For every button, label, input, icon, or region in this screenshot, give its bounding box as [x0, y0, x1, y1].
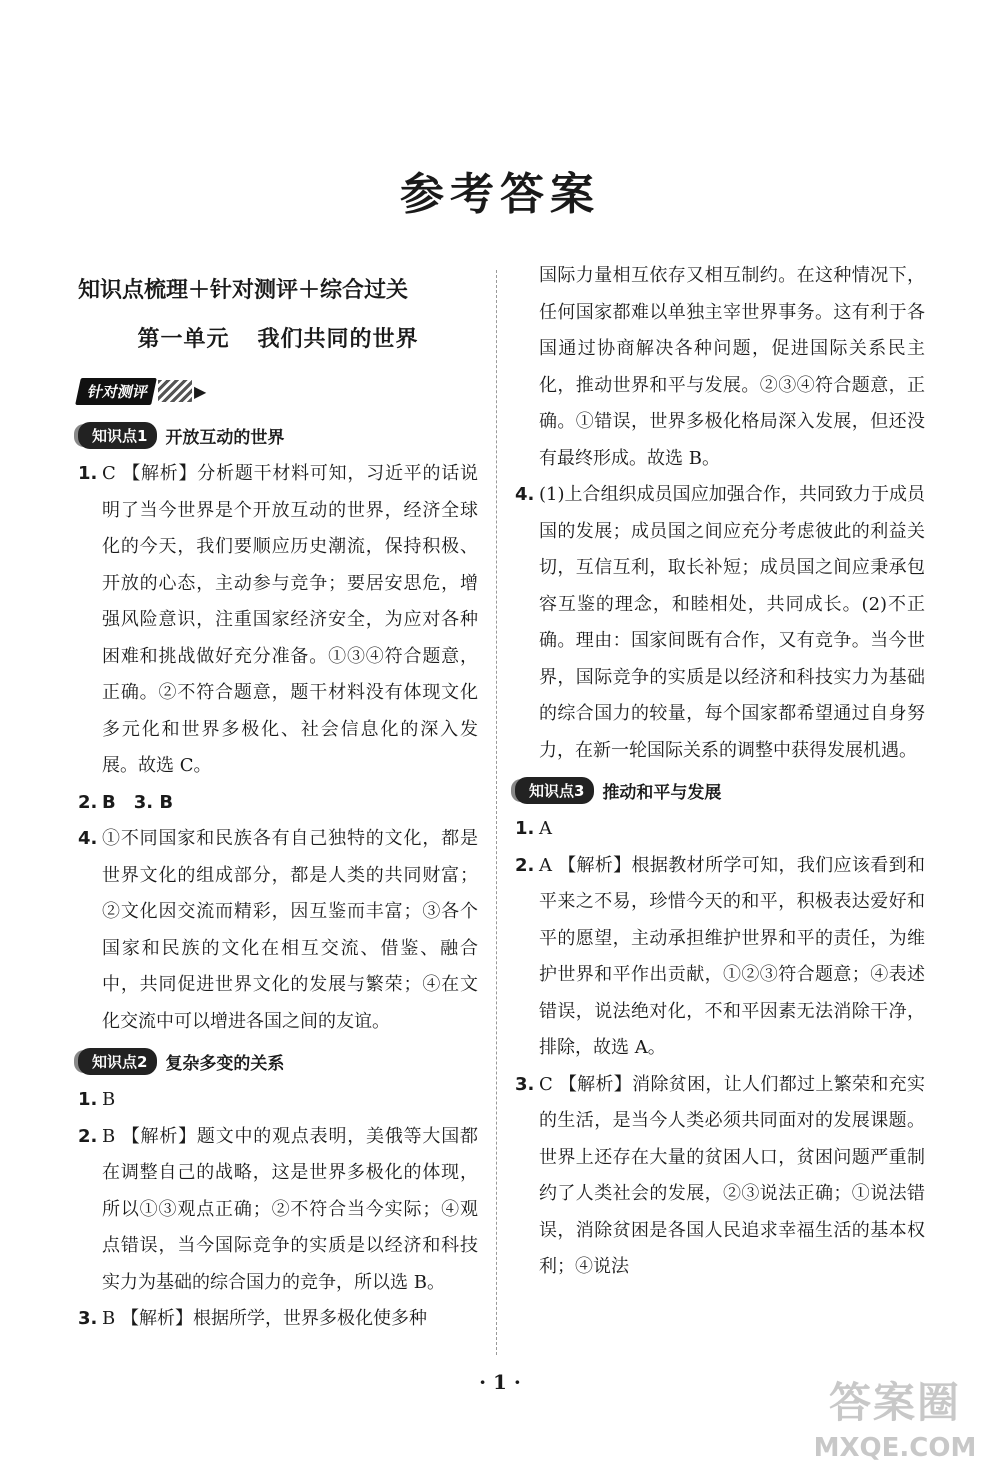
answer-text: A 【解析】根据教材所学可知，我们应该看到和平来之不易，珍惜今天的和平，积极表达爱好和平的愿望，主动承担维护世界和平的责任，为维护世界和平作出贡献，①②③符合题意；④表述错误，说法绝对化，不和平因素无法消除干净，排除，故选 A。 — [539, 854, 925, 1058]
answer-item — [78, 456, 478, 785]
answer-text: B 【解析】题文中的观点表明，美俄等大国都在调整自己的战略，这是世界多极化的体现，所以①③观点正确；②不符合当今实际；④观点错误，当今国际竞争的实质是以经济和科技实力为基础的综合国力的竞争，所以选 B。 — [102, 1125, 478, 1293]
kp-badge: 知识点3 — [515, 777, 594, 804]
section-banner — [78, 368, 478, 414]
answer-number: 2. — [78, 1125, 98, 1147]
knowledge-point-heading — [515, 769, 925, 811]
answer-number: 4. — [515, 484, 535, 505]
answer-item — [78, 1119, 478, 1302]
answer-continuation — [515, 258, 925, 477]
answer-text: B 3. B — [102, 791, 174, 813]
series-title: 知识点梳理＋针对测评＋综合过关 — [78, 278, 409, 303]
answer-number: 1. — [78, 463, 98, 484]
answer-item — [78, 1082, 478, 1119]
answer-item — [78, 821, 478, 1040]
unit-name: 我们共同的世界 — [257, 327, 419, 352]
answer-text: ①不同国家和民族各有自己独特的文化，都是世界文化的组成部分，都是人类的共同财富；②文化因交流而精彩，因互鉴而丰富；③各个国家和民族的文化在相互交流、借鉴、融合中，共同促进世界文化的发展与繁荣；④在文化交流中可以增进各国之间的友谊。 — [102, 828, 478, 1032]
answer-text: 国际力量相互依存又相互制约。在这种情况下，任何国家都难以单独主宰世界事务。这有利于各国通过协商解决各种问题，促进国际关系民主化，推动世界和平与发展。②③④符合题意，正确。①错误，世界多极化格局深入发展，但还没有最终形成。故选 B。 — [539, 265, 925, 469]
answer-item — [78, 1301, 478, 1338]
answer-number: 3. — [515, 1073, 535, 1095]
kp-title: 推动和平与发展 — [602, 782, 722, 803]
knowledge-point-heading — [78, 1040, 478, 1082]
kp-badge: 知识点2 — [78, 1048, 157, 1075]
watermark-top: 答案圈 — [828, 1378, 961, 1427]
knowledge-point-heading — [78, 414, 478, 456]
kp-title: 复杂多变的关系 — [165, 1053, 285, 1074]
answer-number: 4. — [78, 828, 98, 849]
answer-text: C 【解析】消除贫困，让人们都过上繁荣和充实的生活，是当今人类必须共同面对的发展课题。世界上还存在大量的贫困人口，贫困问题严重制约了人类社会的发展，②③说法正确；①说法错误，消除贫困是各国人民追求幸福生活的基本权利；④说法 — [539, 1073, 925, 1277]
answer-item — [515, 848, 925, 1067]
answer-number: 1. — [78, 1089, 98, 1110]
page-title: 参考答案 — [400, 169, 600, 220]
left-column — [78, 270, 478, 1338]
arrow-right-icon: ▶ — [194, 381, 207, 401]
unit-number: 第一单元 — [137, 327, 230, 352]
watermark-logo — [800, 1375, 990, 1475]
unit-title — [78, 312, 478, 368]
right-column — [515, 258, 925, 1286]
kp-badge: 知识点1 — [78, 422, 157, 449]
answer-number: 2. — [515, 854, 535, 876]
column-divider — [496, 270, 497, 1355]
answer-text: B 【解析】根据所学，世界多极化使多种 — [102, 1308, 427, 1329]
answer-text: A — [539, 818, 552, 839]
answer-number: 3. — [78, 1308, 98, 1329]
answer-item — [515, 811, 925, 848]
page-number: · 1 · — [479, 1370, 521, 1394]
answer-indent — [515, 258, 539, 477]
answer-item — [515, 1067, 925, 1286]
banner-label: 针对测评 — [75, 378, 157, 405]
answer-number: 1. — [515, 818, 535, 839]
answer-text: B — [102, 1089, 116, 1110]
watermark-bottom: MXQE.COM — [813, 1433, 977, 1463]
kp-title: 开放互动的世界 — [165, 427, 285, 448]
answer-item — [515, 477, 925, 769]
answer-text: C 【解析】分析题干材料可知，习近平的话说明了当今世界是个开放互动的世界，经济全球化的今天，我们要顺应历史潮流，保持积极、开放的心态，主动参与竞争；要居安思危，增强风险意识，注重国家经济安全，为应对各种困难和挑战做好充分准备。①③④符合题意，正确。②不符合题意，题干材料没有体现文化多元化和世界多极化、社会信息化的深入发展。故选 C。 — [102, 463, 478, 776]
answer-text: (1)上合组织成员国应加强合作，共同致力于成员国的发展；成员国之间应充分考虑彼此的利益关切，互信互利，取长补短；成员国之间应秉承包容互鉴的理念，和睦相处，共同成长。(2)不正确。理由：国家间既有合作，又有竞争。当今世界，国际竞争的实质是以经济和科技实力为基础的综合国力的较量，每个国家都希望通过自身努力，在新一轮国际关系的调整中获得发展机遇。 — [539, 484, 925, 761]
banner-stripes — [158, 380, 192, 402]
answer-number: 2. — [78, 791, 98, 813]
answer-item — [78, 785, 478, 822]
